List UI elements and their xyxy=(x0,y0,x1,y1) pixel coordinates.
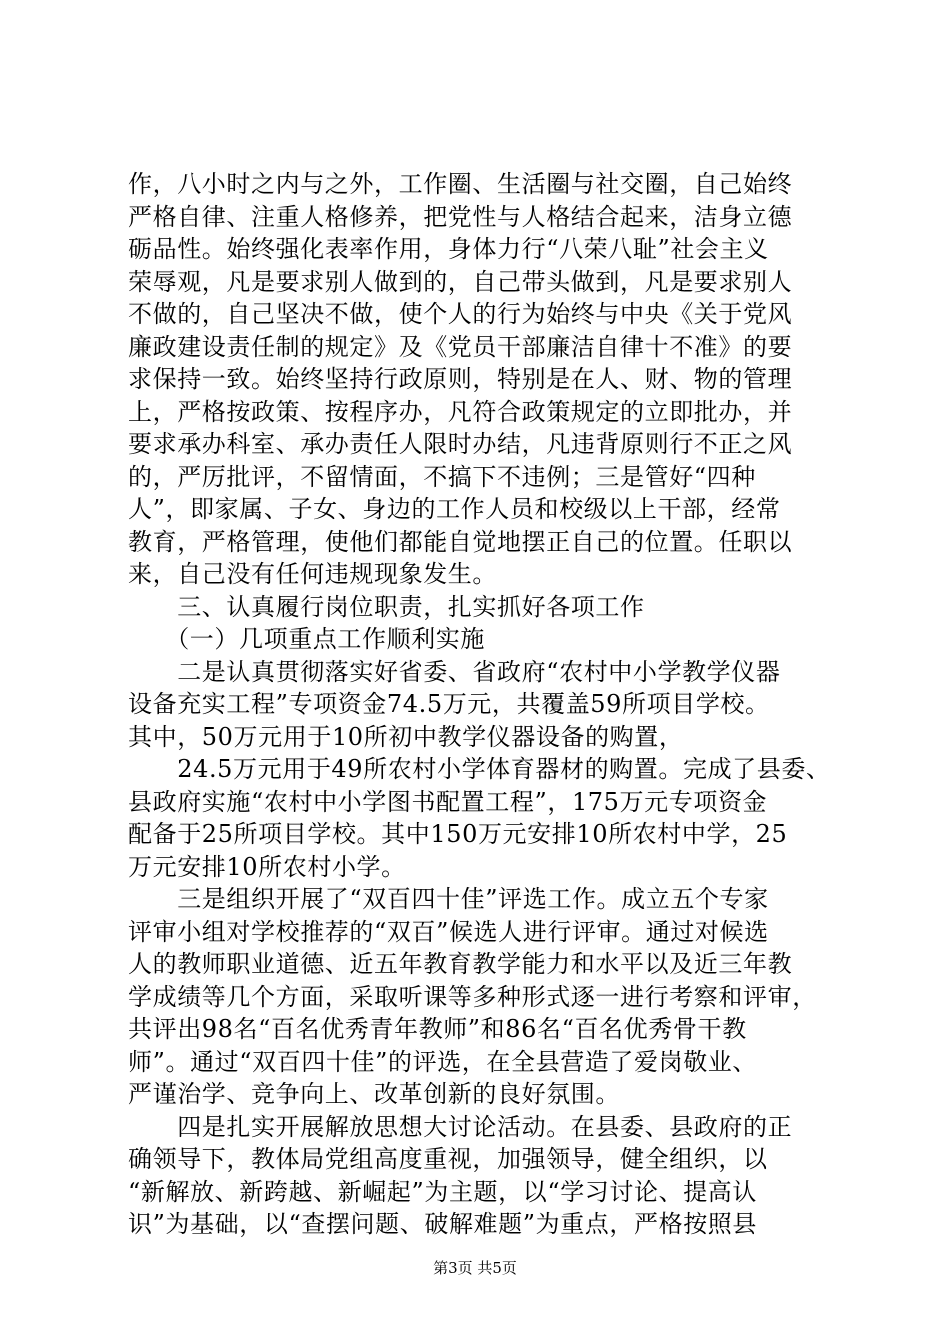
text-line: 求保持一致。始终坚持行政原则，特别是在人、财、物的管理 xyxy=(128,365,793,393)
text-line: 评审小组对学校推荐的“双百”候选人进行评审。通过对候选 xyxy=(128,917,769,946)
text-line: 共评出98名“百名优秀青年教师”和86名“百名优秀骨干教 xyxy=(128,1015,747,1043)
text-line: 上，严格按政策、按程序办，凡符合政策规定的立即批办，并 xyxy=(128,397,793,426)
text-line: 荣辱观，凡是要求别人做到的，自己带头做到，凡是要求别人 xyxy=(128,267,793,296)
text-line: 不做的，自己坚决不做，使个人的行为始终与中央《关于党风 xyxy=(128,300,793,328)
text-line: 人的教师职业道德、近五年教育教学能力和水平以及近三年教 xyxy=(128,950,793,978)
text-line: 人”，即家属、子女、身边的工作人员和校级以上干部，经常 xyxy=(128,495,781,523)
text-line: 四是扎实开展解放思想大讨论活动。在县委、县政府的正 xyxy=(128,1112,793,1141)
text-line: 24.5万元用于49所农村小学体育器材的购置。完成了县委、 xyxy=(128,755,831,783)
section-heading: 三、认真履行岗位职责，扎实抓好各项工作 xyxy=(128,592,645,621)
text-line: 作，八小时之内与之外，工作圈、生活圈与社交圈，自己始终 xyxy=(128,170,793,198)
page-number: 第3页 共5页 xyxy=(433,1259,517,1277)
text-line: 严谨治学、竞争向上、改革创新的良好氛围。 xyxy=(128,1080,620,1108)
text-line: 学成绩等几个方面，采取听课等多种形式逐一进行考察和评审， xyxy=(128,982,817,1011)
text-line: 教育，严格管理，使他们都能自觉地摆正自己的位置。任职以 xyxy=(128,527,793,556)
text-line: 确领导下，教体局党组高度重视，加强领导，健全组织，以 xyxy=(128,1145,768,1173)
text-line: 设备充实工程”专项资金74.5万元，共覆盖59所项目学校。 xyxy=(128,690,770,718)
text-line: “新解放、新跨越、新崛起”为主题，以“学习讨论、提高认 xyxy=(128,1177,758,1206)
text-line: 师”。通过“双百四十佳”的评选，在全县营造了爱岗敬业、 xyxy=(128,1047,758,1076)
body-text xyxy=(128,168,831,1241)
text-line: 县政府实施“农村中小学图书配置工程”，175万元专项资金 xyxy=(128,787,768,816)
text-line: 的，严厉批评，不留情面，不搞下不违例；三是管好“四种 xyxy=(128,462,756,491)
text-line: 砺品性。始终强化表率作用，身体力行“八荣八耻”社会主义 xyxy=(128,235,769,263)
text-line: 来，自己没有任何违规现象发生。 xyxy=(128,560,497,588)
subsection-heading: （一）几项重点工作顺利实施 xyxy=(128,625,485,653)
text-line: 其中，50万元用于10所初中教学仪器设备的购置， xyxy=(128,722,684,751)
text-line: 要求承办科室、承办责任人限时办结，凡违背原则行不正之风 xyxy=(128,430,793,458)
text-line: 配备于25所项目学校。其中150万元安排10所农村中学，25 xyxy=(128,820,788,848)
text-line: 廉政建设责任制的规定》及《党员干部廉洁自律十不准》的要 xyxy=(128,332,793,361)
text-line: 二是认真贯彻落实好省委、省政府“农村中小学教学仪器 xyxy=(128,657,781,686)
text-line: 严格自律、注重人格修养，把党性与人格结合起来，洁身立德 xyxy=(128,202,793,231)
text-line: 三是组织开展了“双百四十佳”评选工作。成立五个专家 xyxy=(128,885,769,913)
text-line: 识”为基础，以“查摆问题、破解难题”为重点，严格按照县 xyxy=(128,1210,758,1238)
text-line: 万元安排10所农村小学。 xyxy=(128,852,406,881)
page-footer xyxy=(0,1258,950,1278)
